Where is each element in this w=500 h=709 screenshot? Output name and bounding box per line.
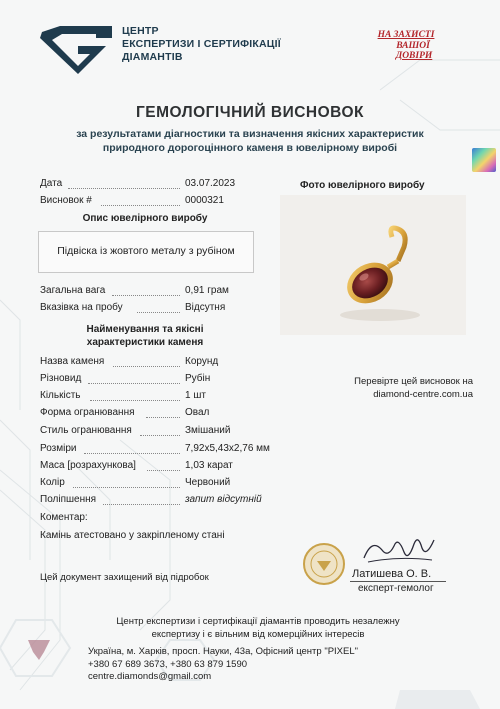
variety-label: Різновид bbox=[40, 373, 82, 384]
subtitle-line2: природного дорогоцінного каменя в ювелірному виробі bbox=[102, 142, 398, 154]
weight-value: 0,91 грам bbox=[185, 285, 229, 296]
slogan-line3: ДОВІРИ bbox=[395, 51, 433, 61]
verify-note bbox=[318, 375, 473, 401]
verify-line1: Перевірте цей висновок на bbox=[354, 376, 473, 387]
comment-text: Камінь атестовано у закріпленому стані bbox=[40, 530, 225, 541]
dimensions-value: 7,92х5,43х2,76 мм bbox=[185, 443, 270, 454]
cut-shape-value: Овал bbox=[185, 407, 210, 418]
contacts-block bbox=[88, 646, 358, 684]
number-label: Висновок # bbox=[40, 195, 92, 206]
footer-line2: експертизу і є вільним від комерційних інтересів bbox=[151, 629, 365, 640]
subtitle-line1: за результатами діагностики та визначення якісних характеристик bbox=[76, 128, 424, 140]
item-description: Підвіска із жовтого металу з рубіном bbox=[57, 245, 235, 257]
slogan-line1: НА ЗАХИСТІ bbox=[377, 30, 435, 40]
contact-email[interactable]: centre.diamonds@gmail.com bbox=[88, 671, 212, 682]
variety-value: Рубін bbox=[185, 373, 211, 384]
cut-style-value: Змішаний bbox=[185, 425, 231, 436]
item-section-title: Опис ювелірного виробу bbox=[82, 213, 208, 224]
date-label: Дата bbox=[40, 178, 63, 189]
logo-icon bbox=[38, 24, 118, 74]
date-dots bbox=[68, 188, 180, 189]
contact-address: Україна, м. Харків, просп. Науки, 43а, Офісний центр "PIXEL" bbox=[88, 646, 359, 657]
document-title: ГЕМОЛОГІЧНИЙ ВИСНОВОК bbox=[135, 104, 364, 121]
forgery-protection-note: Цей документ захищений від підробок bbox=[40, 572, 209, 583]
number-dots bbox=[101, 205, 180, 206]
quantity-label: Кількість bbox=[40, 390, 81, 401]
expert-role: експерт-гемолог bbox=[358, 583, 434, 594]
expert-name: Латишева О. В. bbox=[352, 568, 432, 580]
seal-stamp-icon bbox=[303, 543, 345, 585]
quantity-dots bbox=[90, 400, 180, 401]
hallmark-dots bbox=[137, 312, 180, 313]
variety-dots bbox=[88, 383, 180, 384]
stone-name-label: Назва каменя bbox=[40, 356, 105, 367]
cut-shape-dots bbox=[146, 417, 180, 418]
color-dots bbox=[73, 487, 180, 488]
verify-link[interactable]: diamond-centre.com.ua bbox=[373, 389, 473, 400]
stone-name-dots bbox=[113, 366, 180, 367]
mass-label: Маса [розрахункова] bbox=[40, 460, 136, 471]
dimensions-label: Розміри bbox=[40, 443, 77, 454]
mass-dots bbox=[147, 470, 180, 471]
footer-line1: Центр експертизи і сертифікації діамантів проводить незалежну bbox=[116, 616, 400, 627]
stone-section-title bbox=[38, 323, 252, 349]
mass-value: 1,03 карат bbox=[185, 460, 233, 471]
weight-dots bbox=[112, 295, 180, 296]
jewelry-photo bbox=[280, 195, 466, 335]
slogan bbox=[362, 30, 450, 62]
cut-style-dots bbox=[140, 435, 180, 436]
weight-label: Загальна вага bbox=[40, 285, 106, 296]
cut-style-label: Стиль огранювання bbox=[40, 425, 132, 436]
number-value: 0000321 bbox=[185, 195, 224, 206]
treatment-dots bbox=[103, 504, 180, 505]
hallmark-label: Вказівка на пробу bbox=[40, 302, 123, 313]
item-description-box bbox=[38, 231, 254, 273]
org-name-line3: ДІАМАНТІВ bbox=[122, 51, 183, 63]
org-name-line1: ЦЕНТР bbox=[122, 25, 159, 37]
slogan-line2: ВАШОЇ bbox=[396, 40, 430, 51]
signature-line bbox=[350, 581, 446, 582]
treatment-label: Поліпшення bbox=[40, 494, 97, 505]
pendant-image bbox=[280, 195, 466, 335]
color-label: Колір bbox=[40, 477, 65, 488]
stone-section-line2: характеристики каменя bbox=[86, 337, 204, 348]
treatment-value: запит відсутній bbox=[185, 494, 262, 505]
cut-shape-label: Форма огранювання bbox=[40, 407, 135, 418]
stone-name-value: Корунд bbox=[185, 356, 219, 367]
date-value: 03.07.2023 bbox=[185, 178, 236, 189]
stone-section-line1: Найменування та якісні bbox=[86, 324, 204, 335]
contact-phones[interactable]: +380 67 689 3673, +380 63 879 1590 bbox=[88, 658, 248, 670]
hologram-sticker bbox=[472, 148, 496, 172]
color-value: Червоний bbox=[185, 477, 231, 488]
org-name-line2: ЕКСПЕРТИЗИ І СЕРТИФІКАЦІЇ bbox=[122, 38, 281, 50]
document-subtitle bbox=[30, 127, 470, 155]
dimensions-dots bbox=[84, 453, 180, 454]
photo-title: Фото ювелірного виробу bbox=[300, 180, 425, 191]
quantity-value: 1 шт bbox=[185, 390, 206, 401]
signature-image bbox=[358, 528, 438, 570]
organization-name bbox=[122, 25, 281, 64]
hallmark-value: Відсутня bbox=[185, 302, 226, 313]
comment-label: Коментар: bbox=[40, 512, 88, 523]
footer-statement bbox=[88, 615, 428, 641]
